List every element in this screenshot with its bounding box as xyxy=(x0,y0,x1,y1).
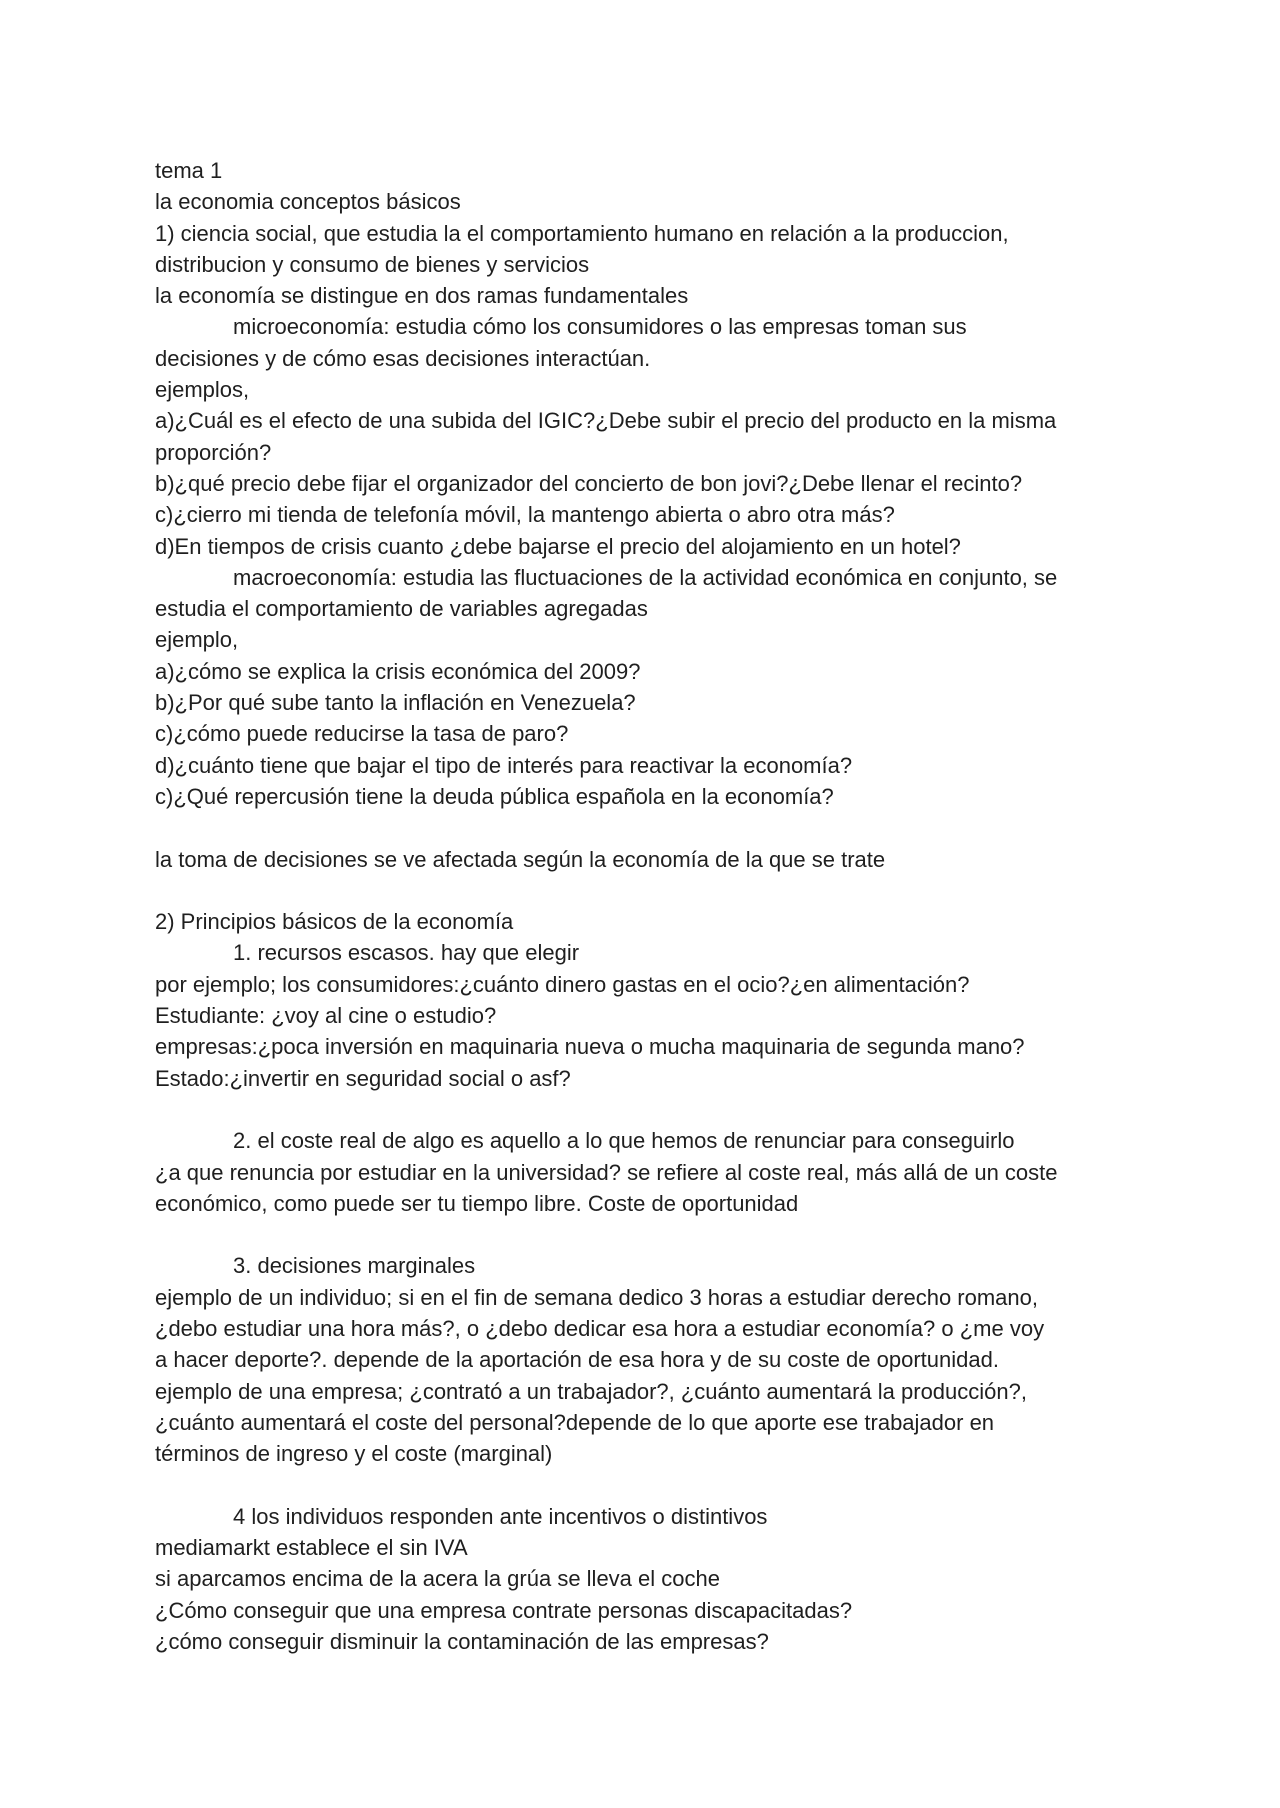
text-line: ¿cómo conseguir disminuir la contaminación de las empresas? xyxy=(155,1628,769,1654)
text-line: c)¿Qué repercusión tiene la deuda pública española en la economía? xyxy=(155,783,834,809)
text-line: d)¿cuánto tiene que bajar el tipo de interés para reactivar la economía? xyxy=(155,752,853,778)
document-page xyxy=(155,155,1155,1657)
text-line: si aparcamos encima de la acera la grúa se lleva el coche xyxy=(155,1566,720,1592)
text-line: ejemplos, xyxy=(155,377,250,403)
blank-line xyxy=(155,812,1155,843)
text-line: la toma de decisiones se ve afectada según la economía de la que se trate xyxy=(155,846,886,872)
text-line: Estado:¿invertir en seguridad social o asf? xyxy=(155,1065,571,1091)
text-line: la economia conceptos básicos xyxy=(155,189,461,215)
text-line: proporción? xyxy=(155,439,272,465)
text-line: ejemplo, xyxy=(155,627,239,653)
text-line: términos de ingreso y el coste (marginal) xyxy=(155,1441,553,1467)
text-line: ejemplo de una empresa; ¿contrató a un trabajador?, ¿cuánto aumentará la producción?, xyxy=(155,1378,1027,1404)
text-line: mediamarkt establece el sin IVA xyxy=(155,1535,468,1561)
text-line: distribucion y consumo de bienes y servicios xyxy=(155,251,590,277)
text-line: 2. el coste real de algo es aquello a lo que hemos de renunciar para conseguirlo xyxy=(233,1128,1015,1154)
text-line: 3. decisiones marginales xyxy=(233,1253,476,1279)
text-line: empresas:¿poca inversión en maquinaria nueva o mucha maquinaria de segunda mano? xyxy=(155,1034,1025,1060)
text-line: 1. recursos escasos. hay que elegir xyxy=(233,940,580,966)
text-line: 4 los individuos responden ante incentivos o distintivos xyxy=(233,1503,768,1529)
text-line: a hacer deporte?. depende de la aportación de esa hora y de su coste de oportunidad. xyxy=(155,1347,999,1373)
text-line: ¿cuánto aumentará el coste del personal?depende de lo que aporte ese trabajador en xyxy=(155,1409,995,1435)
text-line: b)¿Por qué sube tanto la inflación en Venezuela? xyxy=(155,690,636,716)
text-line: tema 1 xyxy=(155,158,223,183)
text-line: ¿debo estudiar una hora más?, o ¿debo dedicar esa hora a estudiar economía? o ¿me voy xyxy=(155,1315,1045,1341)
text-line: 2) Principios básicos de la economía xyxy=(155,909,514,935)
text-line: c)¿cómo puede reducirse la tasa de paro? xyxy=(155,721,569,747)
blank-line xyxy=(155,1094,1155,1125)
text-line: ejemplo de un individuo; si en el fin de semana dedico 3 horas a estudiar derecho romano, xyxy=(155,1284,1038,1310)
text-line: a)¿cómo se explica la crisis económica del 2009? xyxy=(155,658,641,684)
text-line: d)En tiempos de crisis cuanto ¿debe bajarse el precio del alojamiento en un hotel? xyxy=(155,533,961,559)
text-line: Estudiante: ¿voy al cine o estudio? xyxy=(155,1003,497,1029)
text-line: económico, como puede ser tu tiempo libre. Coste de oportunidad xyxy=(155,1190,799,1216)
blank-line xyxy=(155,1469,1155,1500)
text-line: por ejemplo; los consumidores:¿cuánto dinero gastas en el ocio?¿en alimentación? xyxy=(155,971,970,997)
text-line: ¿Cómo conseguir que una empresa contrate personas discapacitadas? xyxy=(155,1597,853,1623)
text-line: macroeconomía: estudia las fluctuaciones de la actividad económica en conjunto, se xyxy=(233,564,1058,590)
text-line: a)¿Cuál es el efecto de una subida del IGIC?¿Debe subir el precio del producto en la misma xyxy=(155,408,1057,434)
text-line: decisiones y de cómo esas decisiones interactúan. xyxy=(155,345,651,371)
blank-line xyxy=(155,1219,1155,1250)
text-line: ¿a que renuncia por estudiar en la universidad? se refiere al coste real, más allá de un coste xyxy=(155,1159,1058,1185)
text-line: 1) ciencia social, que estudia la el comportamiento humano en relación a la produccion, xyxy=(155,220,1009,246)
blank-line xyxy=(155,875,1155,906)
text-line: estudia el comportamiento de variables agregadas xyxy=(155,596,648,622)
text-line: b)¿qué precio debe fijar el organizador del concierto de bon jovi?¿Debe llenar el recinto? xyxy=(155,470,1023,496)
text-line: microeconomía: estudia cómo los consumidores o las empresas toman sus xyxy=(233,314,967,340)
text-line: la economía se distingue en dos ramas fundamentales xyxy=(155,283,689,309)
text-line: c)¿cierro mi tienda de telefonía móvil, la mantengo abierta o abro otra más? xyxy=(155,502,895,528)
